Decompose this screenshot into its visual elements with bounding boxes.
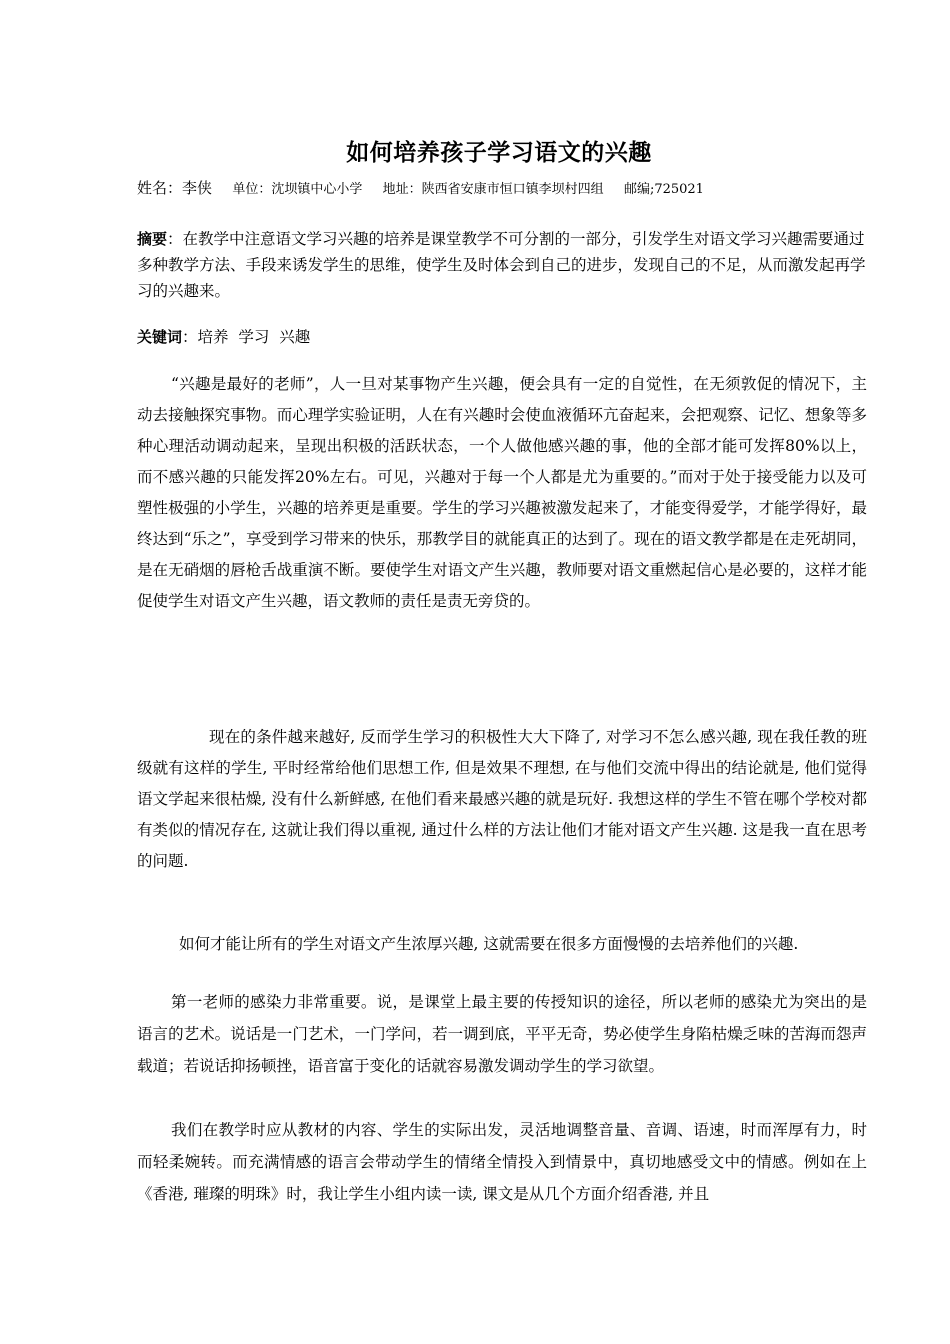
- body-paragraph: 第一老师的感染力非常重要。说，是课堂上最主要的传授知识的途径，所以老师的感染尤为突出的是语言的艺术。说话是一门艺术，一门学问，若一调到底，平平无奇，势必使学生身陷枯燥乏味的苦海而怨声载道；若说话抑扬顿挫，语音富于变化的话就容易激发调动学生的学习欲望。: [137, 993, 867, 1075]
- name-label: 姓名：: [137, 179, 183, 197]
- keywords-colon: ：: [182, 328, 198, 346]
- keywords-text: 培养 学习 兴趣: [197, 328, 311, 346]
- address-label: 地址：: [382, 182, 422, 197]
- body-paragraph: “兴趣是最好的老师”，人一旦对某事物产生兴趣，便会具有一定的自觉性，在无须敦促的情况下，主动去接触探究事物。而心理学实验证明，人在有兴趣时会使血液循环亢奋起来，会把观察、记忆、想象等多种心理活动调动起来，呈现出积极的活跃状态，一个人做他感兴趣的事，他的全部才能可发挥80%以上，而不感兴趣的只能发挥20%左右。可见，兴趣对于每一个人都是尤为重要的。”而对于处于接受能力以及可塑性极强的小学生，兴趣的培养更是重要。学生的学习兴趣被激发起来了，才能变得爱学，才能学得好，最终达到“乐之”，享受到学习带来的快乐，那教学目的就能真正的达到了。现在的语文教学都是在走死胡同，是在无硝烟的唇枪舌战重演不断。要使学生对语文产生兴趣，教师要对语文重燃起信心是必要的，这样才能促使学生对语文产生兴趣，语文教师的责任是责无旁贷的。: [137, 375, 867, 610]
- body-paragraph: 现在的条件越来越好, 反而学生学习的积极性大大下降了, 对学习不怎么感兴趣, 现在我任教的班级就有这样的学生, 平时经常给他们思想工作, 但是效果不理想, 在与他们交流中得出的结论就是, 他们觉得语文学起来很枯燥, 没有什么新鲜感, 在他们看来最感兴趣的就是玩好. 我想这样的学生不管在哪个学校对都有类似的情况存在, 这就让我们得以重视, 通过什么样的方法让他们才能对语文产生兴趣. 这是我一直在思考的问题.: [137, 728, 867, 870]
- abstract-label: 摘要: [137, 230, 168, 248]
- keywords-label: 关键词: [137, 328, 183, 346]
- address-value: 陕西省安康市恒口镇李坝村四组: [421, 182, 604, 197]
- abstract-colon: ：: [167, 230, 183, 248]
- abstract-text: 在教学中注意语文学习兴趣的培养是课堂教学不可分割的一部分，引发学生对语文学习兴趣需要通过多种教学方法、手段来诱发学生的思维，使学生及时体会到自己的进步，发现自己的不足，从而激发起再学习的兴趣来。: [137, 230, 866, 300]
- document-title: 如何培养孩子学习语文的兴趣: [346, 140, 652, 166]
- unit-label: 单位：: [232, 182, 272, 197]
- zip-label: 邮编;: [623, 182, 655, 197]
- abstract-section: [137, 226, 867, 304]
- unit-value: 沈坝镇中心小学: [271, 182, 363, 197]
- keywords-section: [137, 326, 867, 348]
- author-name: 李侠: [182, 179, 213, 197]
- zip-value: 725021: [654, 182, 704, 197]
- body-paragraph: 如何才能让所有的学生对语文产生浓厚兴趣, 这就需要在很多方面慢慢的去培养他们的兴趣.: [179, 935, 799, 953]
- author-info-line: [137, 177, 704, 198]
- body-paragraph: 我们在教学时应从教材的内容、学生的实际出发，灵活地调整音量、音调、语速，时而浑厚有力，时而轻柔婉转。而充满情感的语言会带动学生的情绪全情投入到情景中，真切地感受文中的情感。例如在上《香港, 璀璨的明珠》时，我让学生小组内读一读, 课文是从几个方面介绍香港, 并且: [137, 1121, 867, 1203]
